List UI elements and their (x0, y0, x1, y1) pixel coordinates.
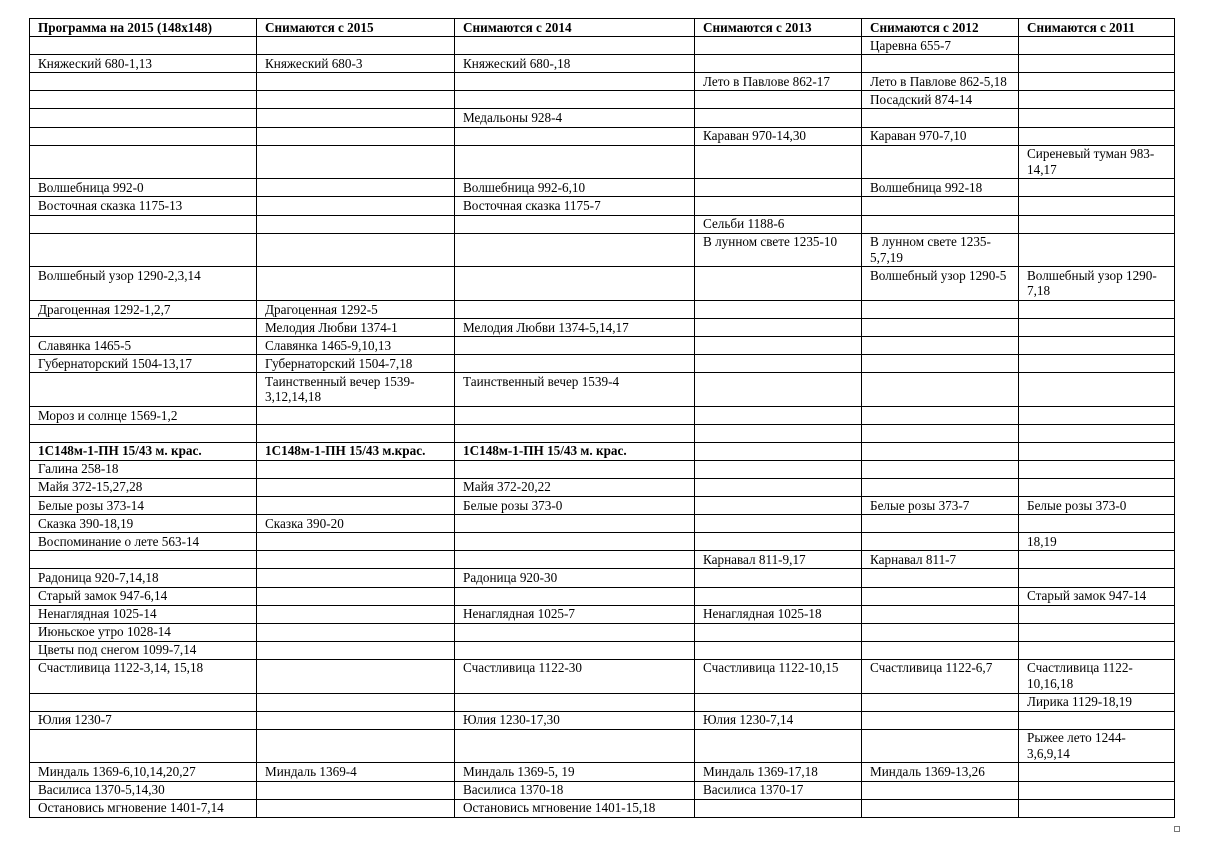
table-cell (30, 215, 257, 233)
table-cell: Миндаль 1369-4 (257, 763, 455, 781)
table-cell: Миндаль 1369-5, 19 (455, 763, 695, 781)
table-cell (257, 109, 455, 127)
table-cell (862, 460, 1019, 478)
table-cell (1019, 460, 1175, 478)
table-cell: Василиса 1370-5,14,30 (30, 781, 257, 799)
table-cell (862, 109, 1019, 127)
table-cell (1019, 73, 1175, 91)
table-cell (695, 373, 862, 407)
table-cell: Мороз и солнце 1569-1,2 (30, 407, 257, 425)
table-cell (1019, 37, 1175, 55)
table-cell: Карнавал 811-7 (862, 551, 1019, 569)
table-cell (1019, 799, 1175, 817)
table-cell (1019, 515, 1175, 533)
table-cell (862, 605, 1019, 623)
table-cell: Счастливица 1122-6,7 (862, 659, 1019, 693)
table-row (30, 91, 1175, 109)
table-cell (1019, 641, 1175, 659)
header-removed-2011: Снимаются с 2011 (1019, 19, 1175, 37)
table-cell: Рыжее лето 1244-3,6,9,14 (1019, 729, 1175, 763)
table-cell: Волшебница 992-0 (30, 179, 257, 197)
table-cell (257, 215, 455, 233)
table-cell (695, 533, 862, 551)
table-cell (257, 267, 455, 301)
table-cell (257, 407, 455, 425)
table-cell (695, 729, 862, 763)
table-cell (257, 425, 455, 443)
table-cell (1019, 127, 1175, 145)
table-cell (30, 73, 257, 91)
table-cell (1019, 781, 1175, 799)
table-cell: Восточная сказка 1175-13 (30, 197, 257, 215)
table-cell: Волшебница 992-18 (862, 179, 1019, 197)
table-cell (695, 799, 862, 817)
table-cell: Миндаль 1369-6,10,14,20,27 (30, 763, 257, 781)
table-cell (455, 533, 695, 551)
table-cell (257, 587, 455, 605)
table-cell (1019, 425, 1175, 443)
table-row (30, 623, 1175, 641)
table-row (30, 551, 1175, 569)
table-cell: Волшебный узор 1290-5 (862, 267, 1019, 301)
table-cell (257, 605, 455, 623)
table-row (30, 641, 1175, 659)
table-cell (862, 569, 1019, 587)
table-cell: Славянка 1465-5 (30, 337, 257, 355)
table-cell (695, 623, 862, 641)
table-cell: Караван 970-14,30 (695, 127, 862, 145)
table-cell (862, 729, 1019, 763)
table-cell: Майя 372-15,27,28 (30, 478, 257, 496)
table-row (30, 693, 1175, 711)
table-cell (862, 197, 1019, 215)
table-cell (1019, 569, 1175, 587)
table-cell (257, 127, 455, 145)
table-cell (695, 55, 862, 73)
table-row (30, 605, 1175, 623)
table-cell (1019, 711, 1175, 729)
table-cell (455, 145, 695, 179)
table-cell (1019, 319, 1175, 337)
table-cell (862, 478, 1019, 496)
table-cell: Ненаглядная 1025-14 (30, 605, 257, 623)
table-cell: Сказка 390-20 (257, 515, 455, 533)
table-cell: Волшебный узор 1290-2,3,14 (30, 267, 257, 301)
table-cell (862, 587, 1019, 605)
table-cell (695, 301, 862, 319)
header-program-2015: Программа на 2015 (148х148) (30, 19, 257, 37)
table-cell (862, 515, 1019, 533)
table-row (30, 37, 1175, 55)
table-cell (862, 301, 1019, 319)
table-row (30, 659, 1175, 693)
table-cell: Карнавал 811-9,17 (695, 551, 862, 569)
table-cell (695, 145, 862, 179)
table-row (30, 319, 1175, 337)
table-row (30, 197, 1175, 215)
table-cell: Лето в Павлове 862-17 (695, 73, 862, 91)
table-row (30, 533, 1175, 551)
table-cell (695, 355, 862, 373)
table-cell (257, 478, 455, 496)
table-cell (455, 460, 695, 478)
table-cell (695, 641, 862, 659)
table-cell (455, 337, 695, 355)
table-cell (1019, 55, 1175, 73)
table-row (30, 515, 1175, 533)
table-cell (862, 407, 1019, 425)
table-cell (257, 799, 455, 817)
table-cell: Юлия 1230-7,14 (695, 711, 862, 729)
table-cell (30, 233, 257, 267)
table-cell (455, 301, 695, 319)
table-cell (257, 145, 455, 179)
table-cell (862, 337, 1019, 355)
table-end-marker (1174, 826, 1180, 832)
table-cell (862, 355, 1019, 373)
table-cell (862, 442, 1019, 460)
table-row (30, 763, 1175, 781)
table-cell: Драгоценная 1292-1,2,7 (30, 301, 257, 319)
table-cell (695, 407, 862, 425)
table-cell (1019, 91, 1175, 109)
table-cell (695, 109, 862, 127)
table-cell: Ненаглядная 1025-18 (695, 605, 862, 623)
table-cell (257, 729, 455, 763)
table-cell: Восточная сказка 1175-7 (455, 197, 695, 215)
table-cell (257, 533, 455, 551)
table-row (30, 711, 1175, 729)
table-cell (257, 711, 455, 729)
table-cell (695, 460, 862, 478)
table-cell (695, 197, 862, 215)
table-cell (30, 109, 257, 127)
table-cell: Старый замок 947-14 (1019, 587, 1175, 605)
table-cell (455, 693, 695, 711)
table-cell (30, 551, 257, 569)
table-cell (455, 551, 695, 569)
table-cell (455, 425, 695, 443)
table-cell: Княжеский 680-3 (257, 55, 455, 73)
table-cell (862, 623, 1019, 641)
table-cell (257, 497, 455, 515)
table-cell (695, 337, 862, 355)
table-row (30, 55, 1175, 73)
table-cell: Старый замок 947-6,14 (30, 587, 257, 605)
header-removed-2015: Снимаются с 2015 (257, 19, 455, 37)
table-cell (1019, 478, 1175, 496)
table-cell (1019, 551, 1175, 569)
table-cell: Галина 258-18 (30, 460, 257, 478)
table-row (30, 233, 1175, 267)
table-cell: 18,19 (1019, 533, 1175, 551)
table-cell (30, 37, 257, 55)
table-cell (257, 233, 455, 267)
table-row (30, 729, 1175, 763)
table-cell (455, 73, 695, 91)
table-cell (862, 693, 1019, 711)
table-cell: Славянка 1465-9,10,13 (257, 337, 455, 355)
table-cell (257, 693, 455, 711)
table-cell (695, 478, 862, 496)
table-cell: Губернаторский 1504-13,17 (30, 355, 257, 373)
table-cell (257, 197, 455, 215)
table-cell: Княжеский 680-1,13 (30, 55, 257, 73)
table-cell (695, 319, 862, 337)
table-cell (695, 91, 862, 109)
table-cell (862, 781, 1019, 799)
table-cell: В лунном свете 1235-5,7,19 (862, 233, 1019, 267)
table-cell: Майя 372-20,22 (455, 478, 695, 496)
table-header-row (30, 19, 1175, 37)
table-row (30, 127, 1175, 145)
table-cell: Июньское утро 1028-14 (30, 623, 257, 641)
table-cell: Цветы под снегом 1099-7,14 (30, 641, 257, 659)
table-cell: Юлия 1230-17,30 (455, 711, 695, 729)
table-cell (862, 215, 1019, 233)
table-cell (1019, 373, 1175, 407)
table-cell: Волшебный узор 1290-7,18 (1019, 267, 1175, 301)
table-row (30, 425, 1175, 443)
table-cell (1019, 179, 1175, 197)
header-removed-2014: Снимаются с 2014 (455, 19, 695, 37)
table-cell: Мелодия Любви 1374-5,14,17 (455, 319, 695, 337)
table-cell: Юлия 1230-7 (30, 711, 257, 729)
table-cell (455, 729, 695, 763)
table-cell (257, 781, 455, 799)
table-cell (695, 587, 862, 605)
table-cell: Белые розы 373-0 (455, 497, 695, 515)
table-cell: Белые розы 373-7 (862, 497, 1019, 515)
table-cell (1019, 337, 1175, 355)
table-row (30, 337, 1175, 355)
table-cell (30, 729, 257, 763)
table-cell (862, 55, 1019, 73)
table-cell (257, 569, 455, 587)
table-cell (695, 693, 862, 711)
table-cell: Волшебница 992-6,10 (455, 179, 695, 197)
table-cell: Мелодия Любви 1374-1 (257, 319, 455, 337)
table-cell: 1С148м-1-ПН 15/43 м. крас. (30, 442, 257, 460)
table-cell (695, 425, 862, 443)
table-cell: Счастливица 1122-3,14, 15,18 (30, 659, 257, 693)
table-cell: Царевна 655-7 (862, 37, 1019, 55)
table-cell: Счастливица 1122-10,15 (695, 659, 862, 693)
table-cell (455, 515, 695, 533)
table-cell (257, 641, 455, 659)
table-cell: Радоница 920-7,14,18 (30, 569, 257, 587)
table-row (30, 145, 1175, 179)
table-cell: Василиса 1370-17 (695, 781, 862, 799)
table-row (30, 407, 1175, 425)
table-row (30, 73, 1175, 91)
table-cell: Миндаль 1369-13,26 (862, 763, 1019, 781)
table-row (30, 799, 1175, 817)
table-cell: Белые розы 373-0 (1019, 497, 1175, 515)
table-cell (455, 355, 695, 373)
table-cell: Василиса 1370-18 (455, 781, 695, 799)
table-cell (455, 587, 695, 605)
table-cell (862, 145, 1019, 179)
schedule-table (29, 18, 1175, 818)
table-row (30, 215, 1175, 233)
table-cell (30, 373, 257, 407)
table-cell: Таинственный вечер 1539-3,12,14,18 (257, 373, 455, 407)
table-row (30, 355, 1175, 373)
table-cell: Остановись мгновение 1401-15,18 (455, 799, 695, 817)
table-row (30, 109, 1175, 127)
table-cell (30, 127, 257, 145)
table-cell (455, 407, 695, 425)
table-cell (455, 215, 695, 233)
table-cell (30, 425, 257, 443)
table-cell (695, 515, 862, 533)
table-cell (1019, 605, 1175, 623)
table-cell (1019, 442, 1175, 460)
table-cell: Остановись мгновение 1401-7,14 (30, 799, 257, 817)
table-cell (695, 569, 862, 587)
table-cell: Радоница 920-30 (455, 569, 695, 587)
table-cell (695, 179, 862, 197)
table-cell: Лирика 1129-18,19 (1019, 693, 1175, 711)
table-cell (1019, 301, 1175, 319)
table-cell (257, 179, 455, 197)
table-cell: Счастливица 1122-30 (455, 659, 695, 693)
table-row (30, 267, 1175, 301)
table-cell (257, 91, 455, 109)
table-cell: 1С148м-1-ПН 15/43 м. крас. (455, 442, 695, 460)
table-body (30, 37, 1175, 818)
table-cell (257, 551, 455, 569)
table-cell (862, 373, 1019, 407)
table-cell (862, 799, 1019, 817)
table-cell: В лунном свете 1235-10 (695, 233, 862, 267)
table-cell (862, 711, 1019, 729)
table-cell: Миндаль 1369-17,18 (695, 763, 862, 781)
table-row (30, 373, 1175, 407)
table-cell: Губернаторский 1504-7,18 (257, 355, 455, 373)
table-cell (695, 442, 862, 460)
table-cell: Сказка 390-18,19 (30, 515, 257, 533)
table-row (30, 460, 1175, 478)
table-row (30, 179, 1175, 197)
table-cell: Медальоны 928-4 (455, 109, 695, 127)
table-row (30, 781, 1175, 799)
table-cell (1019, 233, 1175, 267)
table-cell (695, 267, 862, 301)
table-cell (455, 623, 695, 641)
table-cell (1019, 215, 1175, 233)
table-cell (257, 37, 455, 55)
table-row (30, 569, 1175, 587)
table-row (30, 478, 1175, 496)
table-cell: Княжеский 680-,18 (455, 55, 695, 73)
table-cell: Драгоценная 1292-5 (257, 301, 455, 319)
table-row (30, 442, 1175, 460)
table-cell (455, 267, 695, 301)
table-cell (257, 659, 455, 693)
table-cell (695, 497, 862, 515)
table-cell (1019, 355, 1175, 373)
table-cell (455, 233, 695, 267)
table-cell: Лето в Павлове 862-5,18 (862, 73, 1019, 91)
table-cell: Таинственный вечер 1539-4 (455, 373, 695, 407)
table-cell (455, 641, 695, 659)
table-cell (455, 91, 695, 109)
table-cell (1019, 623, 1175, 641)
table-cell (30, 145, 257, 179)
table-cell: Посадский 874-14 (862, 91, 1019, 109)
table-cell: Сельби 1188-6 (695, 215, 862, 233)
header-removed-2013: Снимаются с 2013 (695, 19, 862, 37)
table-cell (1019, 109, 1175, 127)
header-removed-2012: Снимаются с 2012 (862, 19, 1019, 37)
table-cell (1019, 407, 1175, 425)
table-row (30, 497, 1175, 515)
table-cell (257, 623, 455, 641)
table-cell (862, 641, 1019, 659)
table-cell: Воспоминание о лете 563-14 (30, 533, 257, 551)
table-cell (30, 91, 257, 109)
table-cell (455, 127, 695, 145)
table-cell (455, 37, 695, 55)
table-cell (257, 73, 455, 91)
table-cell (30, 693, 257, 711)
table-cell (862, 425, 1019, 443)
table-cell: Счастливица 1122-10,16,18 (1019, 659, 1175, 693)
table-cell: Белые розы 373-14 (30, 497, 257, 515)
table-row (30, 301, 1175, 319)
table-cell (1019, 197, 1175, 215)
table-cell: 1С148м-1-ПН 15/43 м.крас. (257, 442, 455, 460)
table-cell (862, 319, 1019, 337)
table-cell: Караван 970-7,10 (862, 127, 1019, 145)
table-cell (862, 533, 1019, 551)
table-row (30, 587, 1175, 605)
table-cell (1019, 763, 1175, 781)
table-cell (257, 460, 455, 478)
table-cell (695, 37, 862, 55)
table-cell (30, 319, 257, 337)
table-cell: Сиреневый туман 983-14,17 (1019, 145, 1175, 179)
table-cell: Ненаглядная 1025-7 (455, 605, 695, 623)
